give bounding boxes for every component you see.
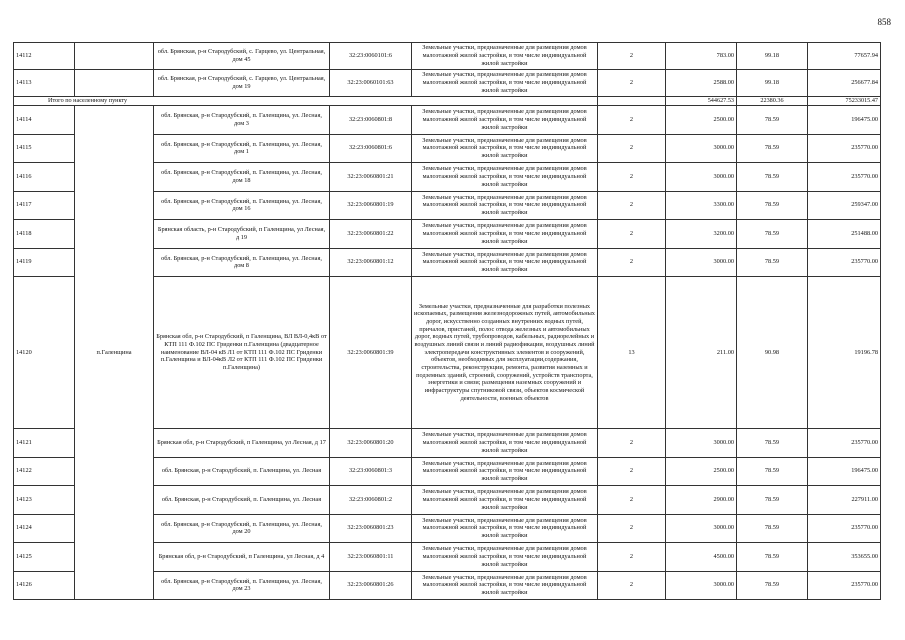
cell-permitted-use: Земельные участки, предназначенные для размещения домов малоэтажной жилой застройки, в том числе индивидуальной жилой застройки bbox=[412, 134, 598, 163]
cell-permitted-use: Земельные участки, предназначенные для размещения домов малоэтажной жилой застройки, в том числе индивидуальной жилой застройки bbox=[412, 457, 598, 486]
cell-settlement bbox=[75, 70, 154, 97]
cell-specific-value: 78.59 bbox=[737, 191, 808, 220]
cell-address: обл. Брянская, р-н Стародубский, п. Галенщина, ул. Лесная bbox=[154, 486, 330, 515]
cell-row-number: 14126 bbox=[14, 571, 75, 600]
table-body bbox=[14, 43, 881, 600]
cell-cadastral-value: 196475.00 bbox=[808, 106, 881, 135]
cell-address: обл. Брянская, р-н Стародубский, с. Гарцево, ул. Центральная, дом 45 bbox=[154, 43, 330, 70]
cell-cadastral-value: 251488.00 bbox=[808, 220, 881, 249]
cell-specific-value: 78.59 bbox=[737, 514, 808, 543]
cell-cadastral-value: 235770.00 bbox=[808, 163, 881, 192]
cell-address: обл. Брянская, р-н Стародубский, п. Галенщина, ул. Лесная, дом 18 bbox=[154, 163, 330, 192]
cell-cadastral-value: 235770.00 bbox=[808, 429, 881, 458]
cell-row-number: 14116 bbox=[14, 163, 75, 192]
cell-address: Брянская обл, р-н Стародубский, п Галенщина, ул Лесная, д 4 bbox=[154, 543, 330, 572]
cell-area: 3300.00 bbox=[666, 191, 737, 220]
cell-address: Брянская обл, р-н Стародубский, п Галенщина, ул Лесная, д 17 bbox=[154, 429, 330, 458]
cell-specific-value: 78.59 bbox=[737, 571, 808, 600]
cell-cadastral-number: 32:23:0060801:11 bbox=[330, 543, 412, 572]
cell-row-number: 14119 bbox=[14, 248, 75, 277]
cell-row-number: 14124 bbox=[14, 514, 75, 543]
cell-permitted-use: Земельные участки, предназначенные для размещения домов малоэтажной жилой застройки, в том числе индивидуальной жилой застройки bbox=[412, 486, 598, 515]
cell-cadastral-value: 235770.00 bbox=[808, 134, 881, 163]
cell-address: Брянская область, р-н Стародубский, п Галенщина, ул Лесная, д 19 bbox=[154, 220, 330, 249]
cell-category: 2 bbox=[598, 457, 666, 486]
cell-area: 3000.00 bbox=[666, 571, 737, 600]
cell-cadastral-number: 32:23:0060801:6 bbox=[330, 134, 412, 163]
cell-row-number: 14122 bbox=[14, 457, 75, 486]
cell-area: 3000.00 bbox=[666, 134, 737, 163]
cell-specific-value: 78.59 bbox=[737, 220, 808, 249]
cell-row-number: 14121 bbox=[14, 429, 75, 458]
cell-specific-value: 99.18 bbox=[737, 70, 808, 97]
cell-cadastral-number: 32:23:0060801:39 bbox=[330, 277, 412, 429]
cell-permitted-use: Земельные участки, предназначенные для размещения домов малоэтажной жилой застройки, в том числе индивидуальной жилой застройки bbox=[412, 514, 598, 543]
cell-row-number: 14120 bbox=[14, 277, 75, 429]
cell-category: 2 bbox=[598, 486, 666, 515]
total-cadastral-value: 75233015.47 bbox=[808, 97, 881, 106]
cell-row-number: 14113 bbox=[14, 70, 75, 97]
cell-category: 2 bbox=[598, 191, 666, 220]
cell-area: 783.00 bbox=[666, 43, 737, 70]
cell-cadastral-value: 77657.94 bbox=[808, 43, 881, 70]
cell-permitted-use: Земельные участки, предназначенные для размещения домов малоэтажной жилой застройки, в том числе индивидуальной жилой застройки bbox=[412, 571, 598, 600]
cell-area: 2900.00 bbox=[666, 486, 737, 515]
cell-permitted-use: Земельные участки, предназначенные для размещения домов малоэтажной жилой застройки, в том числе индивидуальной жилой застройки bbox=[412, 163, 598, 192]
cell-cadastral-value: 256677.84 bbox=[808, 70, 881, 97]
cell-category: 2 bbox=[598, 134, 666, 163]
cell-specific-value: 78.59 bbox=[737, 163, 808, 192]
cell-cadastral-value: 259347.00 bbox=[808, 191, 881, 220]
total-empty bbox=[598, 97, 666, 106]
cell-cadastral-number: 32:23:0060101:63 bbox=[330, 70, 412, 97]
cell-address: обл. Брянская, р-н Стародубский, п. Галенщина, ул. Лесная, дом 16 bbox=[154, 191, 330, 220]
cell-specific-value: 78.59 bbox=[737, 457, 808, 486]
cell-row-number: 14112 bbox=[14, 43, 75, 70]
cell-cadastral-value: 235770.00 bbox=[808, 514, 881, 543]
cell-address: обл. Брянская, р-н Стародубский, п. Галенщина, ул. Лесная, дом 23 bbox=[154, 571, 330, 600]
cell-cadastral-value: 19196.78 bbox=[808, 277, 881, 429]
cell-row-number: 14125 bbox=[14, 543, 75, 572]
cell-permitted-use: Земельные участки, предназначенные для размещения домов малоэтажной жилой застройки, в том числе индивидуальной жилой застройки bbox=[412, 106, 598, 135]
cell-row-number: 14115 bbox=[14, 134, 75, 163]
cell-area: 3200.00 bbox=[666, 220, 737, 249]
cell-specific-value: 90.98 bbox=[737, 277, 808, 429]
cell-cadastral-value: 353655.00 bbox=[808, 543, 881, 572]
cell-category: 2 bbox=[598, 43, 666, 70]
cell-address: обл. Брянская, р-н Стародубский, п. Галенщина, ул. Лесная, дом 3 bbox=[154, 106, 330, 135]
cell-specific-value: 78.59 bbox=[737, 486, 808, 515]
cell-category: 13 bbox=[598, 277, 666, 429]
land-registry-table bbox=[13, 42, 881, 600]
cell-cadastral-number: 32:23:0060801:21 bbox=[330, 163, 412, 192]
cell-category: 2 bbox=[598, 571, 666, 600]
cell-cadastral-value: 227911.00 bbox=[808, 486, 881, 515]
cell-category: 2 bbox=[598, 514, 666, 543]
cell-category: 2 bbox=[598, 106, 666, 135]
cell-cadastral-number: 32:23:0060801:3 bbox=[330, 457, 412, 486]
cell-specific-value: 99.18 bbox=[737, 43, 808, 70]
cell-area: 211.00 bbox=[666, 277, 737, 429]
cell-row-number: 14117 bbox=[14, 191, 75, 220]
cell-specific-value: 78.59 bbox=[737, 429, 808, 458]
cell-area: 3000.00 bbox=[666, 163, 737, 192]
settlement-name: п.Галенщина bbox=[75, 106, 154, 600]
cell-area: 2500.00 bbox=[666, 457, 737, 486]
cell-cadastral-number: 32:23:0060801:12 bbox=[330, 248, 412, 277]
cell-category: 2 bbox=[598, 429, 666, 458]
cell-specific-value: 78.59 bbox=[737, 543, 808, 572]
cell-settlement bbox=[75, 43, 154, 70]
table-row bbox=[14, 106, 881, 135]
page-number: 858 bbox=[877, 17, 891, 27]
cell-cadastral-number: 32:23:0060801:20 bbox=[330, 429, 412, 458]
cell-row-number: 14123 bbox=[14, 486, 75, 515]
cell-area: 3000.00 bbox=[666, 514, 737, 543]
cell-cadastral-number: 32:23:0060801:8 bbox=[330, 106, 412, 135]
cell-permitted-use: Земельные участки, предназначенные для разработки полезных ископаемых, размещения железнодорожных путей, автомобильных дорог, искусственно созданных внутренних водных путей, причалов, пристаней, полос отвода железных и автомобильных дорог, водных путей, трубопроводов, кабельных, радиорелейных и воздушных линий связи и линий радиофикации, воздушных линий электропередачи конструктивных элементов и сооружений, объектов, необходимых для эксплуатации,содержания, строительства, реконструкции, ремонта, развития наземных и подземных зданий, строений, сооружений, устройств транспорта, энергетики и связи; размещения наземных сооружений и инфраструктуры спутниковой связи, объектов космической деятельности, военных объектов bbox=[412, 277, 598, 429]
cell-area: 3000.00 bbox=[666, 429, 737, 458]
cell-cadastral-number: 32:23:0060801:2 bbox=[330, 486, 412, 515]
cell-category: 2 bbox=[598, 163, 666, 192]
cell-address: обл. Брянская, р-н Стародубский, п. Галенщина, ул. Лесная, дом 1 bbox=[154, 134, 330, 163]
cell-cadastral-number: 32:23:0060801:19 bbox=[330, 191, 412, 220]
cell-cadastral-number: 32:23:0060101:6 bbox=[330, 43, 412, 70]
cell-address: обл. Брянская, р-н Стародубский, п. Галенщина, ул. Лесная, дом 20 bbox=[154, 514, 330, 543]
cell-category: 2 bbox=[598, 70, 666, 97]
cell-address: обл. Брянская, р-н Стародубский, п. Галенщина, ул. Лесная, дом 8 bbox=[154, 248, 330, 277]
cell-cadastral-number: 32:23:0060801:26 bbox=[330, 571, 412, 600]
cell-permitted-use: Земельные участки, предназначенные для размещения домов малоэтажной жилой застройки, в том числе индивидуальной жилой застройки bbox=[412, 70, 598, 97]
cell-row-number: 14118 bbox=[14, 220, 75, 249]
total-specific-value: 22380.36 bbox=[737, 97, 808, 106]
cell-category: 2 bbox=[598, 248, 666, 277]
cell-area: 4500.00 bbox=[666, 543, 737, 572]
total-row bbox=[14, 97, 881, 106]
cell-permitted-use: Земельные участки, предназначенные для размещения домов малоэтажной жилой застройки, в том числе индивидуальной жилой застройки bbox=[412, 429, 598, 458]
cell-area: 2500.00 bbox=[666, 106, 737, 135]
cell-cadastral-value: 196475.00 bbox=[808, 457, 881, 486]
cell-area: 2588.00 bbox=[666, 70, 737, 97]
cell-row-number: 14114 bbox=[14, 106, 75, 135]
cell-area: 3000.00 bbox=[666, 248, 737, 277]
cell-specific-value: 78.59 bbox=[737, 248, 808, 277]
cell-address: обл. Брянская, р-н Стародубский, п. Галенщина, ул. Лесная bbox=[154, 457, 330, 486]
cell-cadastral-value: 235770.00 bbox=[808, 248, 881, 277]
cell-cadastral-value: 235770.00 bbox=[808, 571, 881, 600]
cell-permitted-use: Земельные участки, предназначенные для размещения домов малоэтажной жилой застройки, в том числе индивидуальной жилой застройки bbox=[412, 543, 598, 572]
cell-category: 2 bbox=[598, 543, 666, 572]
cell-address: обл. Брянская, р-н Стародубский, с. Гарцево, ул. Центральная, дом 19 bbox=[154, 70, 330, 97]
cell-permitted-use: Земельные участки, предназначенные для размещения домов малоэтажной жилой застройки, в том числе индивидуальной жилой застройки bbox=[412, 248, 598, 277]
total-area: 544627.53 bbox=[666, 97, 737, 106]
table-row bbox=[14, 70, 881, 97]
cell-permitted-use: Земельные участки, предназначенные для размещения домов малоэтажной жилой застройки, в том числе индивидуальной жилой застройки bbox=[412, 191, 598, 220]
cell-permitted-use: Земельные участки, предназначенные для размещения домов малоэтажной жилой застройки, в том числе индивидуальной жилой застройки bbox=[412, 43, 598, 70]
total-label: Итого по населенному пункту bbox=[14, 97, 598, 106]
cell-cadastral-number: 32:23:0060801:23 bbox=[330, 514, 412, 543]
cell-specific-value: 78.59 bbox=[737, 106, 808, 135]
table-row bbox=[14, 43, 881, 70]
cell-permitted-use: Земельные участки, предназначенные для размещения домов малоэтажной жилой застройки, в том числе индивидуальной жилой застройки bbox=[412, 220, 598, 249]
cell-address: Брянская обл, р-н Стародубский, п Галенщина, ВЛ ВЛ-0,4кВ от КТП 111 Ф.102 ПС Гриденки п.Галенщина (двадцатерное наименование ВЛ-04 кВ Л1 от КТП 111 Ф.102 ПС Гриденки п.Галенщина и ВЛ-04кВ Л2 от КТП 111 Ф.102 ПС Гриденки п.Галенщина) bbox=[154, 277, 330, 429]
cell-specific-value: 78.59 bbox=[737, 134, 808, 163]
cell-category: 2 bbox=[598, 220, 666, 249]
cell-cadastral-number: 32:23:0060801:22 bbox=[330, 220, 412, 249]
